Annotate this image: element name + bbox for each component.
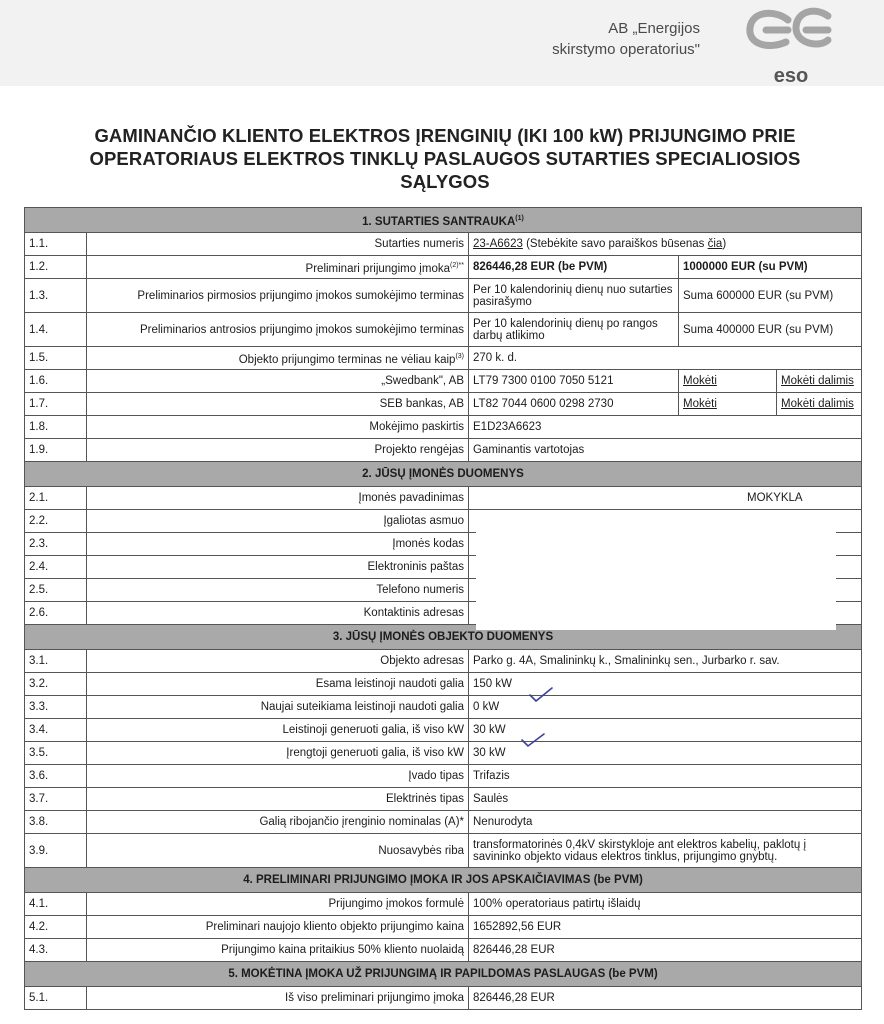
- iban: LT79 7300 0100 7050 5121: [469, 370, 679, 393]
- row-label: Preliminari naujojo kliento objekto prijungimo kaina: [87, 916, 469, 939]
- table-row: [25, 439, 862, 462]
- row-value: 1652892,56 EUR: [469, 916, 862, 939]
- section-title: 3. JŪSŲ ĮMONĖS OBJEKTO DUOMENYS: [25, 625, 862, 650]
- row-number: 3.8.: [25, 811, 87, 834]
- row-number: 2.3.: [25, 533, 87, 556]
- row-number: 2.4.: [25, 556, 87, 579]
- table-row: [25, 765, 862, 788]
- section-title: 5. MOKĖTINA ĮMOKA UŽ PRIJUNGIMĄ IR PAPILDOMAS PASLAUGAS (be PVM): [25, 962, 862, 987]
- company-line2: skirstymo operatorius": [552, 41, 700, 58]
- row-number: 1.6.: [25, 370, 87, 393]
- row-number: 1.8.: [25, 416, 87, 439]
- table-row: [25, 370, 862, 393]
- row-number: 1.3.: [25, 279, 87, 313]
- table-row: [25, 696, 862, 719]
- status-link[interactable]: čia: [707, 238, 723, 250]
- row-label: Elektroninis paštas: [87, 556, 469, 579]
- row-label: Nuosavybės riba: [87, 834, 469, 868]
- document-title: [40, 124, 850, 193]
- section-header-2: [25, 462, 862, 487]
- row-number: 3.2.: [25, 673, 87, 696]
- row-value: Trifazis: [469, 765, 862, 788]
- table-row: [25, 673, 862, 696]
- section-title: 2. JŪSŲ ĮMONĖS DUOMENYS: [25, 462, 862, 487]
- table-row: [25, 347, 862, 370]
- row-number: 1.4.: [25, 313, 87, 347]
- table-row: [25, 834, 862, 868]
- row-label: Prijungimo kaina pritaikius 50% kliento nuolaidą: [87, 939, 469, 962]
- row-number: 3.5.: [25, 742, 87, 765]
- section-title: 4. PRELIMINARI PRIJUNGIMO ĮMOKA IR JOS APSKAIČIAVIMAS (be PVM): [25, 868, 862, 893]
- row-number: 5.1.: [25, 987, 87, 1010]
- row-value: Per 10 kalendorinių dienų po rangos darbų atlikimo: [469, 313, 679, 347]
- row-label: Telefono numeris: [87, 579, 469, 602]
- row-value: Saulės: [469, 788, 862, 811]
- pay-in-parts-text[interactable]: Mokėti dalimis: [781, 398, 854, 410]
- row-label: Mokėjimo paskirtis: [87, 416, 469, 439]
- row-label: Preliminarios antrosios prijungimo įmokos sumokėjimo terminas: [87, 313, 469, 347]
- row-number: 4.3.: [25, 939, 87, 962]
- title-line2: OPERATORIAUS ELEKTROS TINKLŲ PASLAUGOS SUTARTIES SPECIALIOSIOS: [89, 148, 801, 169]
- table-row: [25, 788, 862, 811]
- row-value: E1D23A6623: [469, 416, 862, 439]
- iban: LT82 7044 0600 0298 2730: [469, 393, 679, 416]
- table-row: [25, 916, 862, 939]
- pay-link: [679, 370, 777, 393]
- row-label: Preliminarios pirmosios prijungimo įmokos sumokėjimo terminas: [87, 279, 469, 313]
- row-number: 3.1.: [25, 650, 87, 673]
- row-number: 1.5.: [25, 347, 87, 370]
- row-number: 3.7.: [25, 788, 87, 811]
- row-label: Prijungimo įmokos formulė: [87, 893, 469, 916]
- row-number: 1.1.: [25, 233, 87, 256]
- row-value: 100% operatoriaus patirtų išlaidų: [469, 893, 862, 916]
- row-value: 270 k. d.: [469, 347, 862, 370]
- contract-number-link[interactable]: 23-A6623: [473, 238, 523, 250]
- pay-in-parts-text[interactable]: Mokėti dalimis: [781, 375, 854, 387]
- row-label: Kontaktinis adresas: [87, 602, 469, 625]
- table-row: [25, 279, 862, 313]
- eso-logo: [736, 4, 846, 88]
- title-line3: SĄLYGOS: [400, 171, 490, 192]
- table-row: [25, 416, 862, 439]
- row-number: 4.1.: [25, 893, 87, 916]
- row-value: 30 kW: [469, 719, 862, 742]
- pay-link-text[interactable]: Mokėti: [683, 375, 717, 387]
- row-label: Objekto adresas: [87, 650, 469, 673]
- checkmark-icon: [528, 686, 554, 704]
- logo-text: eso: [773, 65, 809, 87]
- row-label-sup: (2)**: [449, 261, 464, 269]
- row-label: Projekto rengėjas: [87, 439, 469, 462]
- fee-with-vat: 1000000 EUR (su PVM): [679, 256, 862, 279]
- section-header-1: [25, 208, 862, 233]
- status-text-end: ): [722, 238, 727, 250]
- row-label: Įgaliotas asmuo: [87, 510, 469, 533]
- row-label: Įmonės kodas: [87, 533, 469, 556]
- row-label: [87, 347, 469, 370]
- table-row: [25, 939, 862, 962]
- row-number: 2.6.: [25, 602, 87, 625]
- row-value: transformatorinės 0,4kV skirstykloje ant elektros kabelių, paklotų į savininko objekto vidaus elektros tinklus, prijungimo gnybtų.: [469, 834, 862, 868]
- row-label: Elektrinės tipas: [87, 788, 469, 811]
- row-number: 2.5.: [25, 579, 87, 602]
- table-row: [25, 719, 862, 742]
- row-label: SEB bankas, AB: [87, 393, 469, 416]
- row-number: 3.4.: [25, 719, 87, 742]
- eso-logo-icon: [736, 4, 846, 88]
- company-line1: AB „Energijos: [608, 20, 700, 37]
- section-title-sup: (1): [515, 214, 524, 222]
- row-label: Įrengtoji generuoti galia, iš viso kW: [87, 742, 469, 765]
- row-label: Sutarties numeris: [87, 233, 469, 256]
- row-number: 3.6.: [25, 765, 87, 788]
- table-row: [25, 893, 862, 916]
- row-value: Per 10 kalendorinių dienų nuo sutarties pasirašymo: [469, 279, 679, 313]
- pay-link: [679, 393, 777, 416]
- row-label: [87, 256, 469, 279]
- row-label-text: Preliminari prijungimo įmoka: [305, 262, 450, 275]
- section-title: 1. SUTARTIES SANTRAUKA: [362, 215, 516, 228]
- row-number: 2.2.: [25, 510, 87, 533]
- row-value: 826446,28 EUR: [469, 939, 862, 962]
- row-value: [469, 233, 862, 256]
- row-value: 0 kW: [469, 696, 862, 719]
- row-value: 150 kW: [469, 673, 862, 696]
- row-number: 1.9.: [25, 439, 87, 462]
- table-row: [25, 313, 862, 347]
- pay-in-parts-link: [777, 370, 862, 393]
- section-header-4: [25, 868, 862, 893]
- status-text: (Stebėkite savo paraiškos būsenas: [522, 238, 708, 250]
- table-row: [25, 987, 862, 1010]
- table-row: [25, 742, 862, 765]
- row-label: Įmonės pavadinimas: [87, 487, 469, 510]
- row-number: 1.2.: [25, 256, 87, 279]
- row-label-sup: (3): [455, 352, 464, 360]
- checkmark-icon: [520, 732, 546, 750]
- row-value: Nenurodyta: [469, 811, 862, 834]
- row-label: Esama leistinoji naudoti galia: [87, 673, 469, 696]
- row-value: 826446,28 EUR: [469, 987, 862, 1010]
- table-row: [25, 233, 862, 256]
- row-label-text: Objekto prijungimo terminas ne vėliau kaip: [238, 353, 456, 366]
- table-row: [25, 393, 862, 416]
- row-value-2: Suma 600000 EUR (su PVM): [679, 279, 862, 313]
- title-line1: GAMINANČIO KLIENTO ELEKTROS ĮRENGINIŲ (IKI 100 kW) PRIJUNGIMO PRIE: [94, 125, 796, 146]
- table-row: [25, 811, 862, 834]
- row-number: 3.9.: [25, 834, 87, 868]
- row-number: 1.7.: [25, 393, 87, 416]
- row-number: 3.3.: [25, 696, 87, 719]
- row-label: Leistinoji generuoti galia, iš viso kW: [87, 719, 469, 742]
- row-value-2: Suma 400000 EUR (su PVM): [679, 313, 862, 347]
- company-name-value: MOKYKLA: [469, 487, 862, 510]
- section-header-5: [25, 962, 862, 987]
- row-value: Parko g. 4A, Smalininkų k., Smalininkų sen., Jurbarko r. sav.: [469, 650, 862, 673]
- row-number: 4.2.: [25, 916, 87, 939]
- row-label: Galią ribojančio įrenginio nominalas (A)*: [87, 811, 469, 834]
- pay-in-parts-link: [777, 393, 862, 416]
- row-number: 2.1.: [25, 487, 87, 510]
- fee-without-vat: 826446,28 EUR (be PVM): [469, 256, 679, 279]
- company-name: [520, 18, 700, 60]
- row-label: „Swedbank", AB: [87, 370, 469, 393]
- table-row: [25, 650, 862, 673]
- table-row: [25, 487, 862, 510]
- row-label: Įvado tipas: [87, 765, 469, 788]
- row-value: Gaminantis vartotojas: [469, 439, 862, 462]
- row-label: Naujai suteikiama leistinoji naudoti galia: [87, 696, 469, 719]
- pay-link-text[interactable]: Mokėti: [683, 398, 717, 410]
- table-row: [25, 256, 862, 279]
- redaction-area: [476, 512, 836, 630]
- row-label: Iš viso preliminari prijungimo įmoka: [87, 987, 469, 1010]
- row-value: 30 kW: [469, 742, 862, 765]
